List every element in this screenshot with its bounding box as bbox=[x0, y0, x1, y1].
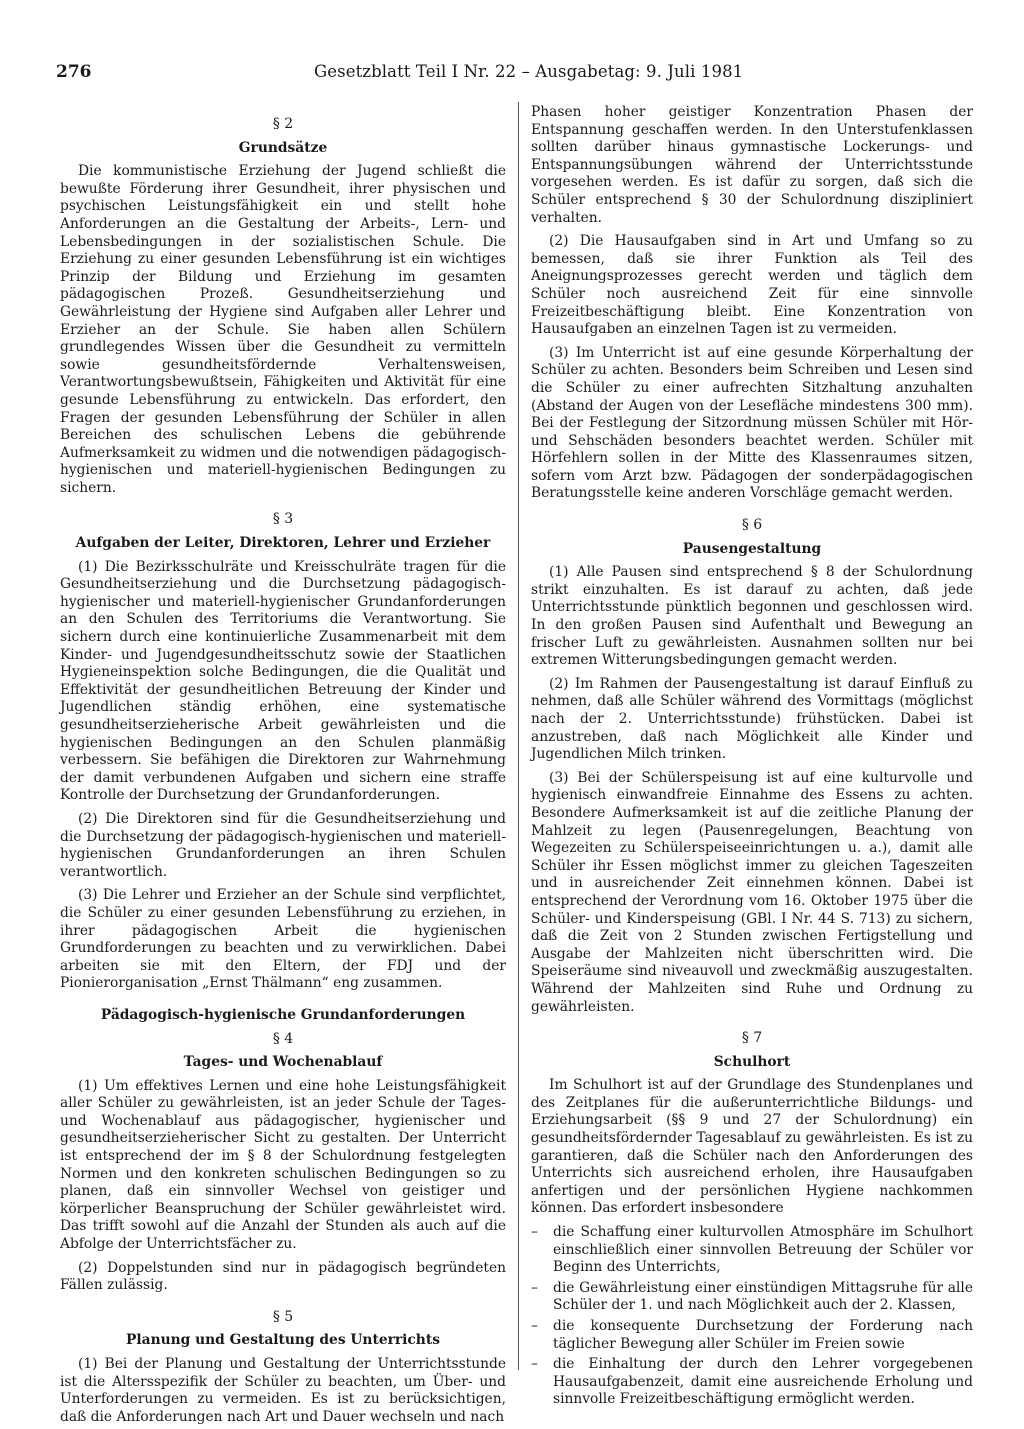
section-number: § 3 bbox=[272, 511, 294, 528]
list-item-text: die Einhaltung der durch den Lehrer vorgegebenen Hausaufgabenzeit, damit eine ausreichende Erholung und sinnvolle Freizeitbeschäftigung ermöglicht werden. bbox=[553, 1356, 973, 1408]
paragraph: (2) Doppelstunden sind nur in pädagogisch begründeten Fällen zulässig. bbox=[60, 1259, 506, 1294]
list-item bbox=[531, 1356, 973, 1409]
list-item bbox=[531, 1318, 973, 1353]
section-number: § 2 bbox=[272, 116, 294, 132]
list-item-text: die konsequente Durchsetzung der Forderung nach täglicher Bewegung aller Schüler im Freien sowie bbox=[553, 1318, 973, 1352]
paragraph: (3) Im Unterricht ist auf eine gesunde Körperhaltung der Schüler zu achten. Besonders beim Schreiben und Lesen sind die Schüler zu einer aufrechten Sitzhaltung anzuhalten (Abstand der Augen von der Lesefläche mindestens 300 mm). Bei der Festlegung der Sitzordnung müssen Schüler mit Hör- und Sehschäden besonders beachtet werden. Schüler mit Hörfehlern sollen in der Mitte des Klassenraumes sitzen, sofern vom Arzt bzw. Pädagogen der sonderpädagogischen Beratungsstelle keine anderen Vorschläge gemacht werden. bbox=[531, 344, 973, 502]
section-heading: Aufgaben der Leiter, Direktoren, Lehrer und Erzieher bbox=[75, 535, 491, 552]
section-5 bbox=[60, 1309, 506, 1427]
list-item bbox=[531, 1280, 973, 1315]
right-column bbox=[531, 104, 973, 1408]
section-number: § 7 bbox=[741, 1030, 763, 1047]
paragraph: Phasen hoher geistiger Konzentration Phasen der Entspannung geschaffen werden. In den Unterstufenklassen sollten darüber hinaus gymnastische Lockerungs- und Entspannungsübungen während der Unterrichtsstunde vorgesehen werden. Es ist dafür zu sorgen, daß sich die Schüler entsprechend § 30 der Schulordnung diszipliniert verhalten. bbox=[531, 104, 973, 226]
paragraph: (2) Die Direktoren sind für die Gesundheitserziehung und die Durchsetzung der pädagogisch-hygienischen und materiell-hygienischen Grundanforderungen an ihren Schulen verantwortlich. bbox=[60, 810, 506, 880]
paragraph: (1) Die Bezirksschulräte und Kreisschulräte tragen für die Gesundheitserziehung und die Durchsetzung pädagogisch-hygienischer und materiell-hygienischer Grundanforderungen an den Schulen des Territoriums die Verantwortung. Sie sichern durch eine kontinuierliche Zusammenarbeit mit dem Kinder- und Jugendgesundheitsschutz sowie der Staatlichen Hygieneinspektion solche Bedingungen, die die Qualität und Effektivität der gesundheitlichen Betreuung der Kinder und Jugendlichen ständig erhöhen, eine systematische gesundheitserzieherische Arbeit gewährleisten und die hygienischen Bedingungen an den Schulen planmäßig verbessern. Sie befähigen die Direktoren zur Wahrnehmung der damit verbundenen Aufgaben und sichern eine straffe Kontrolle der Durchsetzung der Grundanforderungen. bbox=[60, 558, 506, 804]
section-heading: Schulhort bbox=[713, 1053, 791, 1070]
left-column bbox=[60, 116, 506, 1425]
paragraph: (1) Bei der Planung und Gestaltung der Unterrichtsstunde ist die Altersspezifik der Schüler zu beachten, um Über- und Unterforderungen zu vermeiden. Es ist zu berücksichtigen, daß die Anforderungen nach Art und Dauer wechseln und nach bbox=[60, 1356, 506, 1425]
section-heading: Tages- und Wochenablauf bbox=[183, 1054, 383, 1071]
dash-marker: – bbox=[531, 1318, 538, 1334]
dash-marker: – bbox=[531, 1356, 538, 1373]
paragraph: (2) Im Rahmen der Pausengestaltung ist darauf Einfluß zu nehmen, daß alle Schüler während des Vormittags (möglichst nach der 2. Unterrichtsstunde) frühstücken. Dabei ist anzustreben, daß nach Möglichkeit alle Kinder und Jugendlichen Milch trinken. bbox=[531, 675, 973, 763]
section-5-continued bbox=[531, 104, 973, 503]
list-item-text: die Schaffung einer kulturvollen Atmosphäre im Schulhort einschließlich einer sinnvollen Betreuung der Schüler vor Beginn des Unterrichts, bbox=[553, 1224, 973, 1276]
list-item-text: die Gewährleistung einer einstündigen Mittagsruhe für alle Schüler der 1. und nach Möglichkeit auch der 2. Klassen, bbox=[553, 1279, 973, 1314]
column-divider bbox=[518, 102, 519, 1370]
running-title: Gesetzblatt Teil I Nr. 22 – Ausgabetag: 9. Juli 1981 bbox=[314, 62, 744, 81]
paragraph: Die kommunistische Erziehung der Jugend schließt die bewußte Förderung ihrer Gesundheit, ihrer physischen und psychischen Leistungsfähigkeit ein und stellt hohe Anforderungen an die Gestaltung der Arbeits-, Lern- und Lebensbedingungen in der sozialistischen Schule. Die Erziehung zu einer gesunden Lebensführung ist ein wichtiges Prinzip der Bildung und Erziehung im gesamten pädagogischen Prozeß. Gesundheitserziehung und Gewährleistung der Hygiene sind Aufgaben aller Lehrer und Erzieher an der Schule. Sie haben allen Schülern grundlegendes Wissen über die Gesundheit zu vermitteln sowie gesundheitsfördernde Verhaltensweisen, Verantwortungsbewußtsein, Fähigkeiten und Aktivität für eine gesunde Lebensführung zu entwickeln. Das erfordert, den Fragen der gesunden Lebensführung der Schüler in allen Bereichen des schulischen Lebens die gebührende Aufmerksamkeit zu widmen und die notwendigen pädagogisch-hygienischen und materiell-hygienischen Bedingungen zu sichern. bbox=[60, 163, 506, 496]
requirement-list bbox=[531, 1224, 973, 1409]
dash-marker: – bbox=[531, 1224, 538, 1241]
section-6 bbox=[531, 517, 973, 1016]
section-heading: Pausengestaltung bbox=[682, 540, 822, 557]
paragraph: (2) Die Hausaufgaben sind in Art und Umfang so zu bemessen, daß sie ihrer Funktion als Teil des Aneignungsprozesses gerecht werden und täglich dem Schüler noch ausreichend Zeit für eine sinnvolle Freizeitbeschäftigung bleibt. Eine Konzentration von Hausaufgaben an einzelnen Tagen ist zu vermeiden. bbox=[531, 233, 973, 338]
list-item bbox=[531, 1224, 973, 1277]
page-number: 276 bbox=[56, 62, 92, 82]
paragraph: (3) Die Lehrer und Erzieher an der Schule sind verpflichtet, die Schüler zu einer gesunden Lebensführung zu erziehen, in ihrer pädagogischen Arbeit die hygienischen Grundforderungen zu beachten und zu verwirklichen. Dabei arbeiten sie mit den Eltern, der FDJ und der Pionierorganisation „Ernst Thälmann“ eng zusammen. bbox=[60, 887, 506, 992]
paragraph: (1) Alle Pausen sind entsprechend § 8 der Schulordnung strikt einzuhalten. Es ist darauf zu achten, daß jede Unterrichtsstunde pünktlich begonnen und geschlossen wird. In den großen Pausen sind Aufenthalt und Bewegung an frischer Luft zu gewährleisten. Ausnahmen sollten nur bei extremen Witterungsbedingungen gemacht werden. bbox=[531, 564, 973, 669]
section-3 bbox=[60, 511, 506, 992]
section-2 bbox=[60, 116, 506, 497]
paragraph: (3) Bei der Schülerspeisung ist auf eine kulturvolle und hygienisch einwandfreie Einnahme des Essens zu achten. Besondere Aufmerksamkeit ist auf die zeitliche Planung der Mahlzeit zu legen (Pausenregelungen, Beachtung von Wegezeiten zu Schülerspeiseeinrichtungen u. a.), damit alle Schüler ihr Essen möglichst immer zu gleichen Tageszeiten und in ausreichender Zeit einnehmen können. Dabei ist entsprechend der Verordnung vom 16. Oktober 1975 über die Schüler- und Kinderspeisung (GBl. I Nr. 44 S. 713) zu sichern, daß die Zeit von 2 Stunden zwischen Fertigstellung und Ausgabe der Mahlzeiten nicht überschritten wird. Die Speiseräume sind niveauvoll und zweckmäßig auszugestalten. Während der Mahlzeiten sind Ruhe und Ordnung zu gewährleisten. bbox=[531, 769, 973, 1015]
section-number: § 4 bbox=[272, 1030, 294, 1047]
paragraph: Im Schulhort ist auf der Grundlage des Stundenplanes und des Zeitplanes für die außerunterrichtliche Bildungs- und Erziehungsarbeit (§§ 9 und 27 der Schulordnung) ein gesundheitsfördernder Tagesablauf zu gewährleisten. Es ist zu garantieren, daß die Schüler nach den Anforderungen des Unterrichts sich ausreichend erholen, ihre Hausaufgaben anfertigen und der persönlichen Hygiene nachkommen können. Das erfordert insbesondere bbox=[531, 1077, 973, 1217]
paragraph: (1) Um effektives Lernen und eine hohe Leistungsfähigkeit aller Schüler zu gewährleisten, ist an jeder Schule der Tages- und Wochenablauf aus pädagogischer, hygienischer und gesundheitserzieherischer Sicht zu gestalten. Der Unterricht ist entsprechend der im § 8 der Schulordnung festgelegten Normen und den konkreten schulischen Bedingungen so zu planen, daß ein sinnvoller Wechsel von geistiger und körperlicher Beanspruchung der Schüler gewährleistet wird. Das trifft sowohl auf die Anzahl der Stunden als auch auf die Abfolge der Unterrichtsfächer zu. bbox=[60, 1077, 506, 1253]
section-4 bbox=[60, 1031, 506, 1295]
section-heading: Grundsätze bbox=[238, 139, 328, 156]
section-heading: Planung und Gestaltung des Unterrichts bbox=[126, 1332, 440, 1349]
dash-marker: – bbox=[531, 1279, 538, 1296]
section-number: § 5 bbox=[272, 1308, 294, 1325]
page-header bbox=[56, 62, 968, 92]
section-7 bbox=[531, 1030, 973, 1409]
part-heading: Pädagogisch-hygienische Grundanforderungen bbox=[100, 1006, 466, 1023]
section-number: § 6 bbox=[741, 517, 763, 534]
